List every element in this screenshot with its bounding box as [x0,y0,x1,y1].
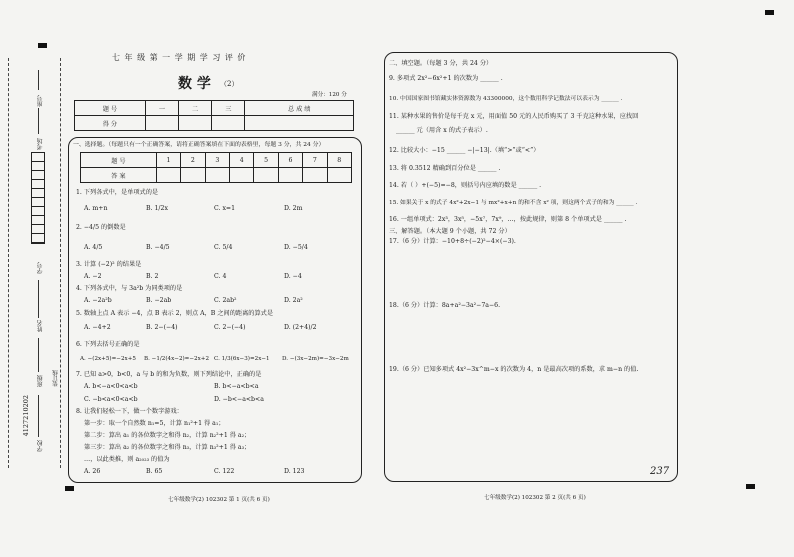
option: D. 2m [284,205,303,212]
question-7: 7. 已知 a>0，b<0，a 与 b 的和为负数，则下列结论中，正确的是 [76,371,262,378]
question-17: 17.（6 分）计算：−10+8÷(−2)²−4×(−3). [389,238,516,245]
score-cell[interactable] [245,116,354,131]
exam-id-label: 考场 [37,138,44,150]
class-field [38,338,40,372]
answer-cell[interactable] [278,168,302,183]
option: D. −5/4 [284,244,308,251]
question-2: 2. −4/5 的倒数是 [76,224,126,231]
fill-question: 15. 如果关于 x 的式子 4x²+2x−1 与 mx²+x+n 的和不含 x² 项，则这两个式子的和为 ______ . [389,200,638,206]
registration-mark [38,43,47,48]
question-19: 19.（6 分）已知多项式 4x²−3x^m−x 的次数为 4，n 是最高次项的系数，求 m−n 的值. [389,366,639,373]
option: C. 122 [214,468,235,475]
option: C. x=1 [214,205,236,212]
answer-header: 5 [254,153,278,168]
option: D. −(3x−2m)=−3x−2m [282,356,349,362]
answer-header: 1 [156,153,180,168]
option: B. 65 [146,468,163,475]
score-row-label: 得 分 [75,116,146,131]
option: B. −4/5 [146,244,170,251]
footer-page-1: 七年级数学(2) 102302 第 1 页(共 6 页) [168,497,270,503]
answer-cell[interactable] [156,168,180,183]
class-label: 班级 [37,375,44,387]
option: C. 4 [214,273,227,280]
question-4: 4. 下列各式中，与 3a²b 为同类项的是 [76,285,183,292]
binding-note: 装订线 [53,370,59,387]
option: B. 2 [146,273,159,280]
student-no-grid [31,152,45,244]
answer-header: 7 [303,153,327,168]
option: A. 4/5 [84,244,103,251]
score-table-header: 总 成 绩 [245,101,354,116]
answer-header: 6 [278,153,302,168]
fill-question: 11. 某种水果的售价是每千克 x 元，用面值 50 元的人民币购买了 3 千克这种水果，应找回 [389,113,639,120]
option: A. m+n [84,205,108,212]
registration-mark [746,484,755,489]
answer-header: 2 [181,153,205,168]
answer-header: 题 号 [81,153,157,168]
option: B. −2ab [146,297,172,304]
binding-line [60,58,62,468]
answer-cell[interactable] [327,168,351,183]
fill-question: 14. 若（ ）+(−5)=−8，则括号内应填的数是 ______ . [389,182,542,189]
answer-row-label: 答 案 [81,168,157,183]
answer-cell[interactable] [303,168,327,183]
option: C. 5/4 [214,244,233,251]
fill-question: 13. 将 0.3512 精确到百分位是 ______ . [389,165,501,172]
q8-step: …，以此类推，则 a₂₀₂₃ 的值为 [84,456,170,463]
answer-table [80,152,352,183]
section1-title: 一、选择题。（每题只有一个正确答案，请将正确答案填在下面的表格里，每题 3 分，共 24 分） [73,142,325,148]
answer-cell[interactable] [254,168,278,183]
footer-page-2: 七年级数学(2) 102302 第 2 页(共 6 页) [484,495,586,501]
q8-step: 第一步：取一个自然数 n₁=5，计算 n₁²+1 得 a₁； [84,420,225,427]
score-cell[interactable] [179,116,212,131]
fill-question: 16. 一组单项式：2x³，3x⁵，−5x⁷，7x⁹，…，按此规律，则第 8 个单项式是 ______ . [389,216,627,223]
score-table-header: 二 [179,101,212,116]
seat-label: 座号 [37,95,44,107]
option: A. −2a²b [84,297,112,304]
student-no-label: 学号 [37,262,44,274]
answer-cell[interactable] [181,168,205,183]
answer-header: 8 [327,153,351,168]
fill-question: 10. 中国国家图书馆藏实体资源数为 43300000，这个数用科学记数法可以表示为 ______ . [389,96,623,102]
option: A. 26 [84,468,101,475]
section2-title: 二、填空题。（每题 3 分，共 24 分） [389,60,493,67]
answer-cell[interactable] [205,168,229,183]
subject-number: （2） [220,80,239,88]
question-8: 8. 让我们轻松一下，做一个数字游戏： [76,408,183,415]
question-3: 3. 计算 (−2)² 的结果是 [76,261,142,268]
option: C. 2−(−4) [214,324,246,331]
answer-header: 4 [229,153,253,168]
fill-question: 12. 比较大小：−15 ______ −|−13|.（填“>”或“<”） [389,147,540,154]
option: B. 2−(−4) [146,324,178,331]
option: A. −2 [84,273,102,280]
registration-mark [765,10,774,15]
option: B. b<−a<b<a [214,383,259,390]
registration-mark [65,486,74,491]
option: A. b<−a<0<a<b [84,383,138,390]
question-1: 1. 下列各式中，是单项式的是 [76,189,159,196]
seat-field [38,70,40,90]
paper-code: 4127210202 [22,395,30,437]
option: C. −b<a<0<a<b [84,396,138,403]
option: B. 1/2x [146,205,168,212]
school-label: 学校 [37,440,44,452]
option: C. 1/3(6x−3)=2x−1 [214,356,270,362]
section3-title: 三、解答题。（本大题 9 个小题，共 72 分） [389,228,511,235]
q8-step: 第二步：算出 a₁ 的各位数字之和得 n₂，计算 n₂²+1 得 a₂； [84,432,251,439]
exam-title: 七 年 级 第 一 学 期 学 习 评 价 [112,53,247,62]
binding-line [8,58,10,468]
score-note: 满分：120 分 [312,92,347,98]
name-field [38,280,40,318]
question-18: 18.（6 分）计算：8a+a²−3a²−7a−6. [389,302,501,309]
handwritten-page-number: 237 [650,466,670,477]
score-table-header: 三 [212,101,245,116]
option: D. (2+4)/2 [284,324,317,331]
question-6: 6. 下列去括号正确的是 [76,341,140,348]
fill-question: ______ 元（用含 x 的式子表示）. [396,127,488,134]
q8-step: 第三步：算出 a₂ 的各位数字之和得 n₃，计算 n₃²+1 得 a₃； [84,444,251,451]
school-field [38,395,40,437]
score-cell[interactable] [212,116,245,131]
score-table-header: 题 号 [75,101,146,116]
fill-question: 9. 多项式 2x²−6x²+1 的次数为 ______ . [389,75,503,82]
exam-id-field [38,108,40,134]
option: D. −b<−a<b<a [214,396,264,403]
subject-title: 数 学 [178,76,211,92]
option: D. 2a² [284,297,303,304]
answer-cell[interactable] [229,168,253,183]
option: A. −(2x+5)=−2x+5 [80,356,136,362]
score-cell[interactable] [145,116,178,131]
answer-header: 3 [205,153,229,168]
option: B. −1/2(4x−2)=−2x+2 [144,356,210,362]
score-table [74,100,354,131]
option: D. −4 [284,273,302,280]
option: D. 123 [284,468,305,475]
name-label: 姓名 [37,320,44,332]
option: A. −4+2 [84,324,111,331]
option: C. 2ab² [214,297,237,304]
question-5: 5. 数轴上点 A 表示 −4，点 B 表示 2，则点 A，B 之间的距离的算式是 [76,310,274,317]
score-table-header: 一 [145,101,178,116]
